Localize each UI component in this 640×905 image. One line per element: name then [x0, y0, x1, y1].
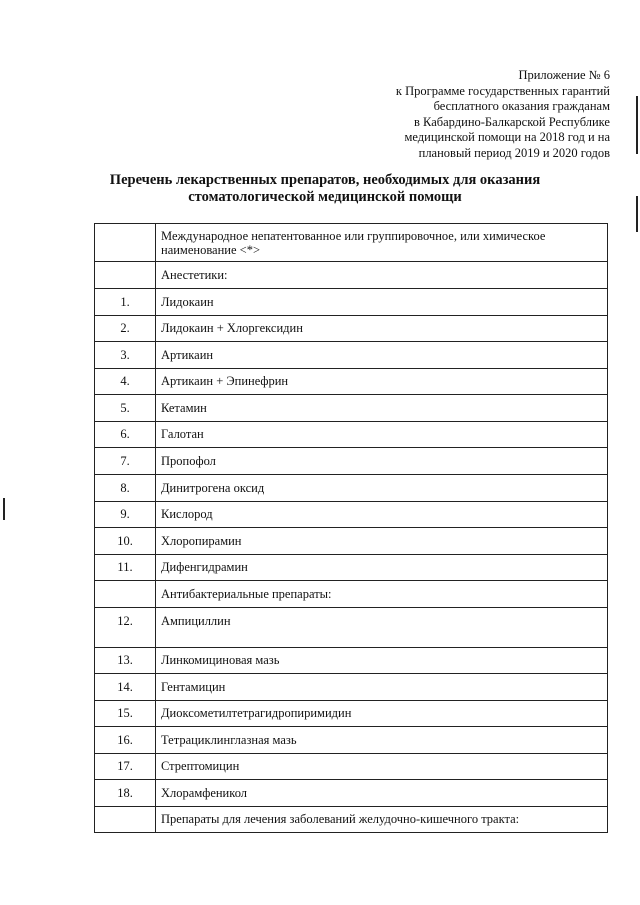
table-row — [95, 448, 608, 475]
row-num: 3. — [95, 342, 156, 369]
row-num: 14. — [95, 674, 156, 701]
row-name: Хлорамфеникол — [156, 780, 608, 807]
row-name: Дифенгидрамин — [156, 555, 608, 581]
row-num — [95, 807, 156, 833]
annex-line: бесплатного оказания гражданам — [433, 99, 610, 113]
table-row — [95, 701, 608, 727]
table-row — [95, 422, 608, 448]
annex-block — [310, 68, 610, 161]
row-num: 7. — [95, 448, 156, 475]
row-name: Лидокаин — [156, 289, 608, 316]
row-name: Диоксометилтетрагидропиримидин — [156, 701, 608, 727]
table-row — [95, 502, 608, 528]
annex-line: плановый период 2019 и 2020 годов — [418, 145, 610, 160]
title-line: Перечень лекарственных препаратов, необходимых для оказания — [109, 172, 541, 188]
row-num: 11. — [95, 555, 156, 581]
table-header-row — [95, 224, 608, 262]
medication-table — [94, 223, 608, 833]
row-num: 4. — [95, 369, 156, 395]
table-row — [95, 754, 608, 780]
row-name: Кетамин — [156, 395, 608, 422]
row-name: Антибактериальные препараты: — [156, 581, 608, 608]
row-num: 18. — [95, 780, 156, 807]
document-title — [90, 172, 560, 206]
row-name: Динитрогена оксид — [156, 475, 608, 502]
annex-line: медицинской помощи на 2018 год и на — [404, 130, 610, 144]
scan-edge-mark — [3, 498, 5, 520]
table-row — [95, 807, 608, 833]
table-row — [95, 555, 608, 581]
row-name: Пропофол — [156, 448, 608, 475]
row-name: Тетрациклинглазная мазь — [156, 727, 608, 754]
row-num: 10. — [95, 528, 156, 555]
scan-edge-mark — [636, 196, 638, 232]
row-num: 9. — [95, 502, 156, 528]
table-row — [95, 581, 608, 608]
scan-edge-mark — [636, 96, 638, 154]
table-header-name: Международное непатентованное или группировочное, или химическое наименование <*> — [156, 224, 608, 262]
table-row — [95, 475, 608, 502]
row-num — [95, 262, 156, 289]
row-name: Галотан — [156, 422, 608, 448]
row-name: Лидокаин + Хлоргексидин — [156, 316, 608, 342]
row-num: 16. — [95, 727, 156, 754]
table-row — [95, 674, 608, 701]
row-name: Артикаин — [156, 342, 608, 369]
row-num: 8. — [95, 475, 156, 502]
table-row — [95, 289, 608, 316]
table-row — [95, 369, 608, 395]
row-name: Анестетики: — [156, 262, 608, 289]
table-row — [95, 262, 608, 289]
table-row — [95, 395, 608, 422]
annex-line: Приложение № 6 — [518, 68, 610, 82]
table-header-num — [95, 224, 156, 262]
row-name: Артикаин + Эпинефрин — [156, 369, 608, 395]
row-num — [95, 581, 156, 608]
row-name: Стрептомицин — [156, 754, 608, 780]
table-row — [95, 608, 608, 648]
row-num: 12. — [95, 608, 156, 648]
row-name: Хлоропирамин — [156, 528, 608, 555]
row-num: 15. — [95, 701, 156, 727]
table-row — [95, 342, 608, 369]
row-num: 13. — [95, 648, 156, 674]
row-num: 5. — [95, 395, 156, 422]
row-num: 17. — [95, 754, 156, 780]
table-row — [95, 727, 608, 754]
table-row — [95, 316, 608, 342]
row-num: 2. — [95, 316, 156, 342]
row-name: Ампициллин — [156, 608, 608, 648]
title-line: стоматологической медицинской помощи — [188, 189, 462, 205]
row-name: Препараты для лечения заболеваний желудочно-кишечного тракта: — [156, 807, 608, 833]
annex-line: в Кабардино-Балкарской Республике — [414, 114, 610, 129]
row-name: Линкомициновая мазь — [156, 648, 608, 674]
row-name: Кислород — [156, 502, 608, 528]
row-num: 6. — [95, 422, 156, 448]
row-name: Гентамицин — [156, 674, 608, 701]
table-row — [95, 780, 608, 807]
table-row — [95, 528, 608, 555]
table-row — [95, 648, 608, 674]
annex-line: к Программе государственных гарантий — [395, 83, 610, 98]
row-num: 1. — [95, 289, 156, 316]
